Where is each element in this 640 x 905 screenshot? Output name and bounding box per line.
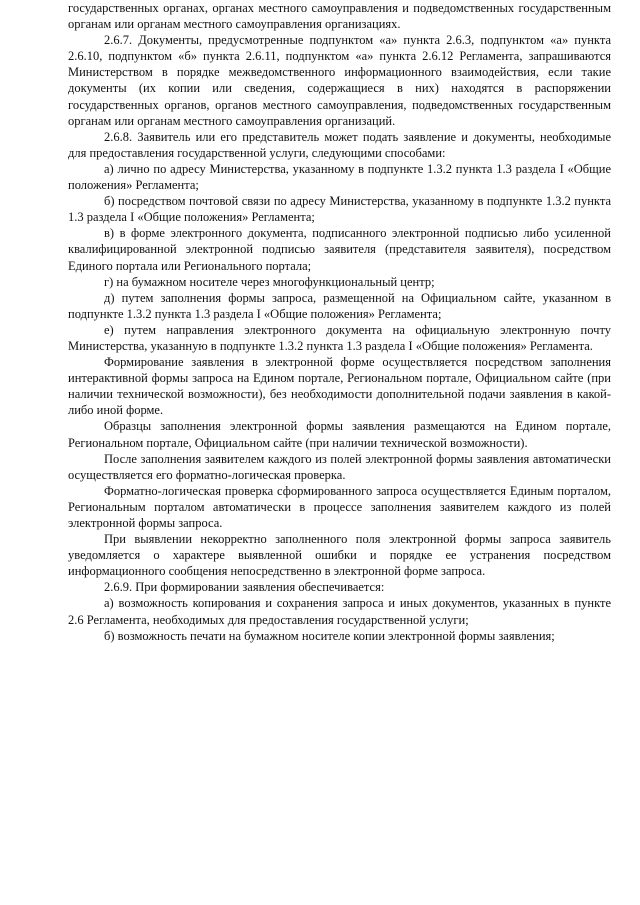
paragraph-electronic-form: Формирование заявления в электронной форме осуществляется посредством заполнения интерактивной формы запроса на Едином портале, Региональном портале, Официальном сайте (при наличии технической возможности), без необходимости дополнительной подачи заявления в какой-либо иной форме. — [68, 355, 611, 418]
list-item-d: д) путем заполнения формы запроса, размещенной на Официальном сайте, указанном в подпункте 1.3.2 пункта 1.3 раздела I «Общие положения» Регламента; — [68, 290, 611, 321]
list-item-e: е) путем направления электронного документа на официальную электронную почту Министерства, указанную в подпункте 1.3.2 пункта 1.3 раздела I «Общие положения» Регламента. — [68, 322, 611, 353]
paragraph-2-6-7: 2.6.7. Документы, предусмотренные подпунктом «а» пункта 2.6.3, подпунктом «а» пункта 2.6.10, подпунктом «б» пункта 2.6.11, подпунктом «а» пункта 2.6.12 Регламента, запрашиваются Министерством в порядке межведомственного информационного взаимодействия, если такие документы (их копии или сведения, содержащиеся в них) находятся в распоряжении государственных органов, органов местного самоуправления, подведомственных государственным органам или органам местного самоуправления организаций. — [68, 33, 611, 128]
paragraph-error-notice: При выявлении некорректно заполненного поля электронной формы запроса заявитель уведомляется о характере выявленной ошибки и порядке ее устранения посредством информационного сообщения непосредственно в электронной форме запроса. — [68, 532, 611, 579]
list-item-g: г) на бумажном носителе через многофункциональный центр; — [104, 274, 435, 289]
paragraph-2-6-8: 2.6.8. Заявитель или его представитель может подать заявление и документы, необходимые для предоставления государственной услуги, следующими способами: — [68, 129, 611, 160]
list-item-b: б) посредством почтовой связи по адресу Министерства, указанному в подпункте 1.3.2 пункта 1.3 раздела I «Общие положения» Регламента; — [68, 194, 611, 225]
document-page — [68, 0, 611, 644]
paragraph-form-samples: Образцы заполнения электронной формы заявления размещаются на Едином портале, Региональном портале, Официальном сайте (при наличии технической возможности). — [68, 419, 611, 450]
list-item-v: в) в форме электронного документа, подписанного электронной подписью либо усиленной квалифицированной электронной подписью заявителя (представителя заявителя), посредством Единого портала или Регионального портала; — [68, 226, 611, 273]
paragraph-format-check: Форматно-логическая проверка сформированного запроса осуществляется Единым порталом, Региональным порталом автоматически в процессе заполнения заявителем каждого из полей электронной формы запроса. — [68, 483, 611, 530]
paragraph-2-6-9: 2.6.9. При формировании заявления обеспечивается: — [104, 580, 385, 595]
paragraph-continuation: государственных органах, органах местного самоуправления и подведомственных государственным органам или органам местного самоуправления организациях. — [68, 1, 611, 32]
list-item-print: б) возможность печати на бумажном носителе копии электронной формы заявления; — [104, 628, 555, 643]
paragraph-after-filling: После заполнения заявителем каждого из полей электронной формы заявления автоматически осуществляется его форматно-логическая проверка. — [68, 451, 611, 482]
list-item-a: а) лично по адресу Министерства, указанному в подпункте 1.3.2 пункта 1.3 раздела I «Общие положения» Регламента; — [68, 161, 611, 193]
list-item-copy: а) возможность копирования и сохранения запроса и иных документов, указанных в пункте 2.6 Регламента, необходимых для предоставления государственной услуги; — [68, 596, 611, 627]
